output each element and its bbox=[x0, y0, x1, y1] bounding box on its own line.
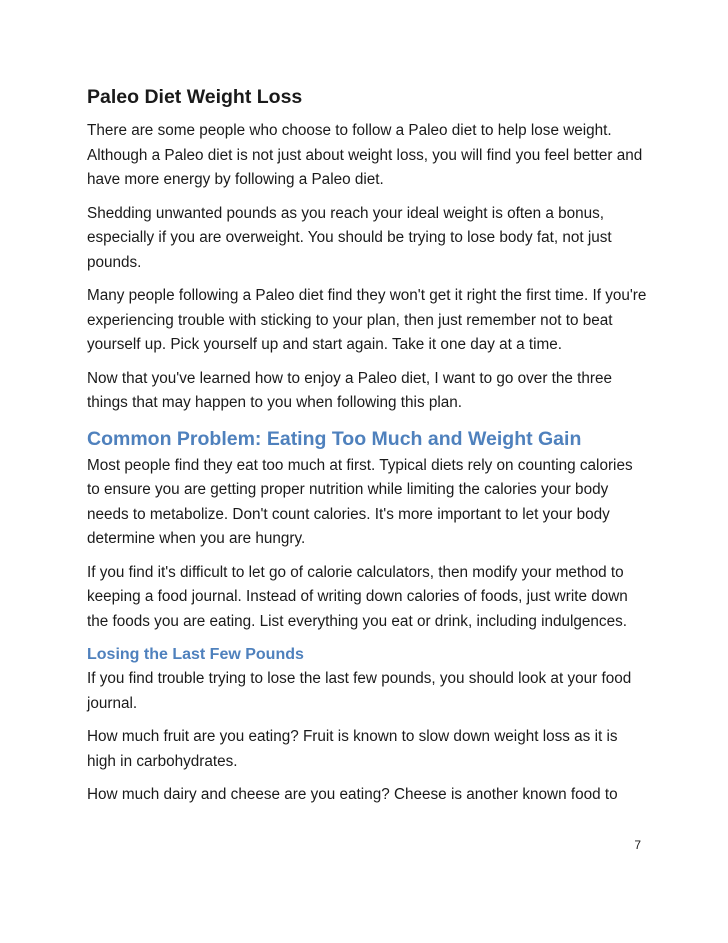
intro-paragraph-3: Many people following a Paleo diet find they won't get it right the first time. If you're experiencing trouble with sticking to your plan, then just remember not to beat yourself up. Pick yourself up and start again. Take it one day at a time. bbox=[87, 287, 647, 353]
intro-paragraph-1: There are some people who choose to follow a Paleo diet to help lose weight. Although a Paleo diet is not just about weight loss, you will find you feel better and have more energy by following a Paleo diet. bbox=[87, 122, 643, 188]
document-title: Paleo Diet Weight Loss bbox=[87, 86, 303, 108]
section2-paragraph-1: If you find trouble trying to lose the last few pounds, you should look at your food journal. bbox=[87, 670, 632, 712]
section-heading-common-problem: Common Problem: Eating Too Much and Weight Gain bbox=[87, 427, 582, 450]
section2-paragraph-3: How much dairy and cheese are you eating? Cheese is another known food to bbox=[87, 786, 618, 803]
intro-paragraph-2: Shedding unwanted pounds as you reach your ideal weight is often a bonus, especially if you are overweight. You should be trying to lose body fat, not just pounds. bbox=[87, 204, 612, 271]
intro-paragraph-4: Now that you've learned how to enjoy a Paleo diet, I want to go over the three things that may happen to you when following this plan. bbox=[87, 369, 613, 411]
page-number: 7 bbox=[634, 838, 641, 852]
section-heading-last-few-pounds: Losing the Last Few Pounds bbox=[87, 646, 304, 663]
section2-paragraph-2: How much fruit are you eating? Fruit is known to slow down weight loss as it is high in carbohydrates. bbox=[87, 728, 618, 770]
section1-paragraph-1: Most people find they eat too much at first. Typical diets rely on counting calories to ensure you are getting proper nutrition while limiting the calories your body needs to metabolize. Don't count calories. It's more important to let your body determine when you are hungry. bbox=[87, 456, 633, 547]
document-page bbox=[87, 84, 647, 817]
section1-paragraph-2: If you find it's difficult to let go of calorie calculators, then modify your method to keeping a food journal. Instead of writing down calories of foods, just write down the foods you are eating. List everything you eat or drink, including indulgences. bbox=[87, 563, 628, 630]
